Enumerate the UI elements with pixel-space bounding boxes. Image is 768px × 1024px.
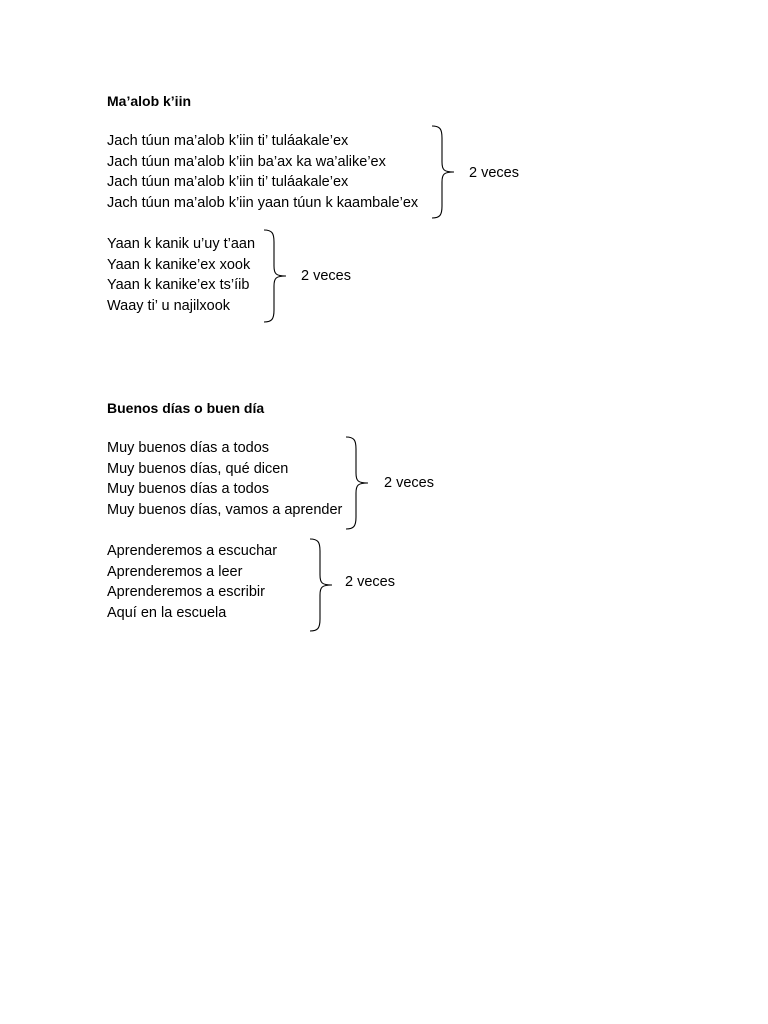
lyric-line: Muy buenos días a todos — [107, 481, 270, 498]
lyric-line: Jach túun ma’alob k’iin yaan túun k kaambale’ex — [107, 194, 419, 211]
lyric-line: Jach túun ma’alob k’iin ba’ax ka wa’alike’ex — [107, 153, 386, 170]
stanza-2 — [107, 234, 255, 316]
song-title: Ma’alob k’iin — [107, 93, 192, 109]
lyric-line: Yaan k kanike’ex xook — [107, 256, 251, 273]
lyric-line: Jach túun ma’alob k’iin ti’ tuláakale’ex — [107, 174, 349, 191]
song-title: Buenos días o buen día — [107, 400, 265, 416]
stanza-1 — [107, 131, 418, 213]
repeat-label: 2 veces — [384, 475, 434, 491]
stanza-4 — [107, 541, 277, 623]
lyric-line: Aprenderemos a escribir — [107, 584, 265, 601]
lyric-line: Waay ti’ u najilxook — [107, 297, 231, 314]
lyric-line: Yaan k kanik u’uy t’aan — [107, 236, 256, 252]
stanza-3 — [107, 438, 342, 520]
curly-brace-icon — [344, 435, 374, 531]
lyric-line: Aquí en la escuela — [107, 604, 227, 621]
lyric-line: Muy buenos días, qué dicen — [107, 460, 289, 477]
repeat-label: 2 veces — [301, 268, 351, 284]
lyric-line: Muy buenos días a todos — [107, 440, 270, 456]
repeat-label: 2 veces — [345, 574, 395, 590]
lyric-line: Yaan k kanike’ex ts’íib — [107, 277, 250, 294]
curly-brace-icon — [430, 124, 460, 220]
lyric-line: Aprenderemos a leer — [107, 563, 243, 580]
lyric-line: Jach túun ma’alob k’iin ti’ tuláakale’ex — [107, 133, 349, 149]
curly-brace-icon — [262, 228, 292, 324]
lyric-line: Aprenderemos a escuchar — [107, 543, 278, 559]
lyric-line: Muy buenos días, vamos a aprender — [107, 501, 343, 518]
repeat-label: 2 veces — [469, 165, 519, 181]
curly-brace-icon — [308, 537, 338, 633]
